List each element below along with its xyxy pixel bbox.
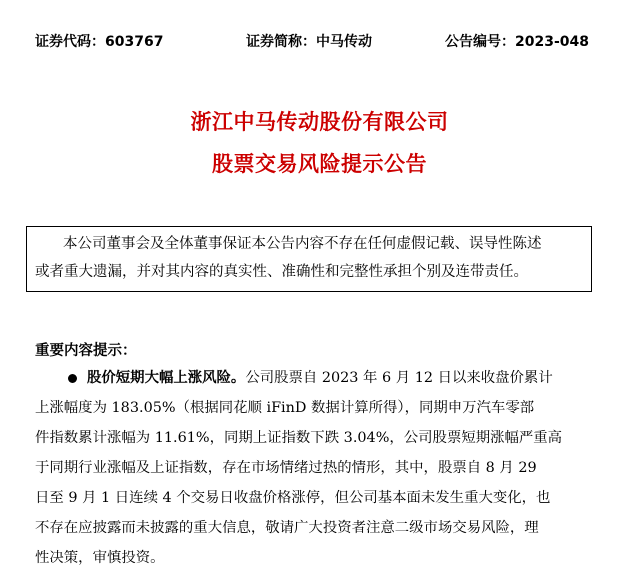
risk-paragraph-line-1	[87, 368, 553, 388]
risk-paragraph-line-7: 性决策，审慎投资。	[35, 550, 165, 566]
risk-paragraph-line-5: 日至 9 月 1 日连续 4 个交易日收盘价格涨停，但公司基本面未发生重大变化，也	[35, 490, 551, 506]
risk-lead: 股价短期大幅上涨风险。	[87, 370, 246, 386]
risk-paragraph-line-3: 件指数累计涨幅为 11.61%，同期上证指数下跌 3.04%，公司股票短期涨幅严重高	[35, 430, 563, 446]
notice-title: 股票交易风险提示公告	[212, 152, 427, 176]
stock-abbreviation: 证券简称：中马传动	[246, 34, 372, 50]
statement-line-1: 本公司董事会及全体董事保证本公告内容不存在任何虚假记载、误导性陈述	[63, 236, 542, 252]
announcement-number: 公告编号：2023-048	[445, 34, 589, 50]
bullet-dot-icon	[68, 374, 77, 383]
risk-paragraph-line-4: 于同期行业涨幅及上证指数，存在市场情绪过热的情形，其中，股票自 8 月 29	[35, 460, 537, 476]
risk-paragraph-line-6: 不存在应披露而未披露的重大信息，敬请广大投资者注意二级市场交易风险，理	[35, 520, 539, 536]
stock-code: 证券代码：603767	[35, 34, 164, 50]
key-points-heading: 重要内容提示：	[35, 343, 137, 359]
company-title: 浙江中马传动股份有限公司	[190, 110, 449, 134]
statement-line-2: 或者重大遗漏，并对其内容的真实性、准确性和完整性承担个别及连带责任。	[35, 264, 528, 280]
board-statement-box	[26, 226, 592, 292]
risk-paragraph-line-2: 上涨幅度为 183.05%（根据同花顺 iFinD 数据计算所得），同期申万汽车零部	[35, 400, 535, 416]
risk-line-1-text: 公司股票自 2023 年 6 月 12 日以来收盘价累计	[245, 370, 553, 386]
